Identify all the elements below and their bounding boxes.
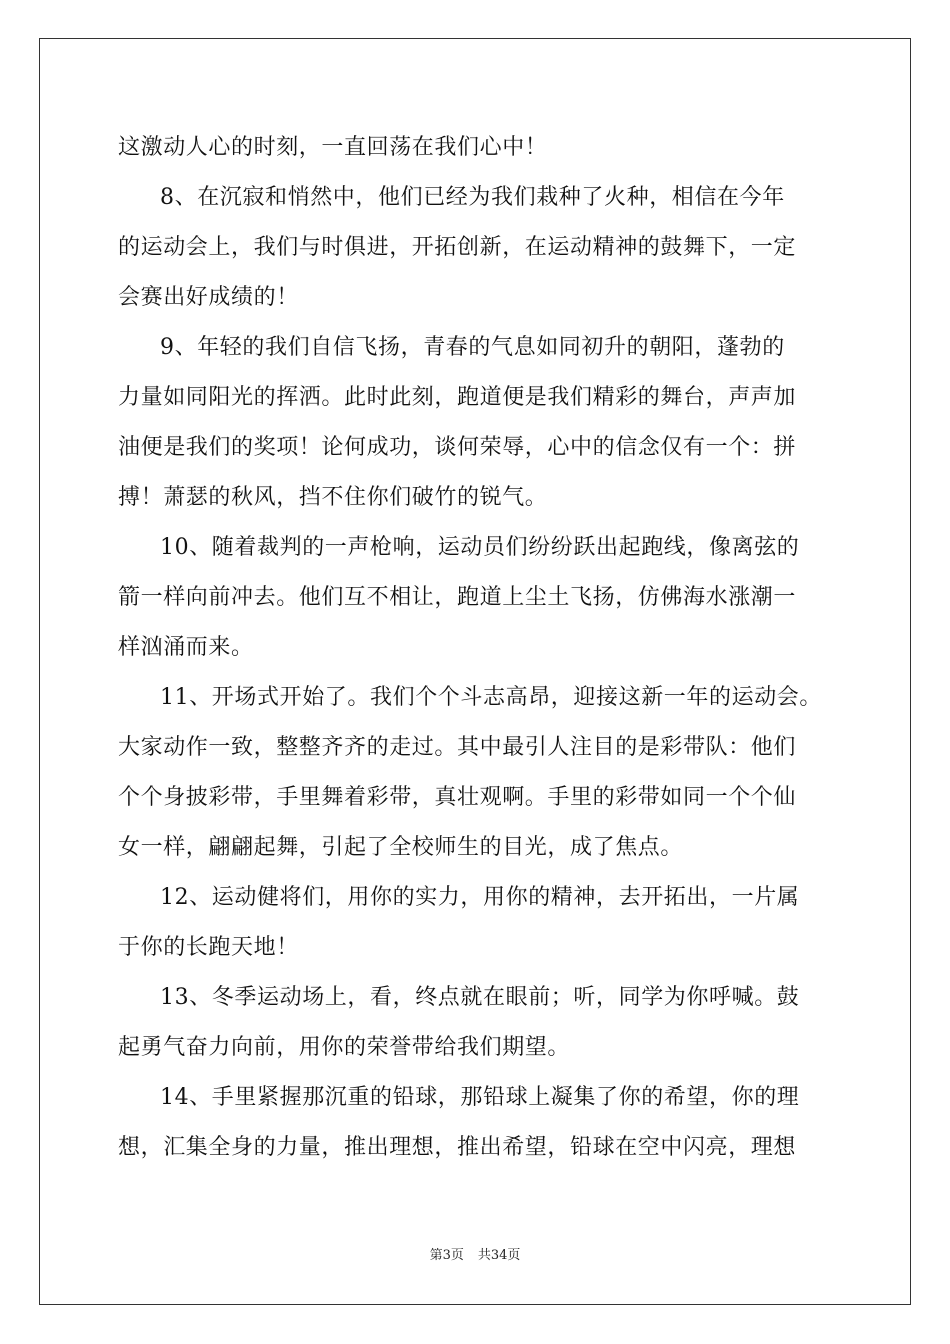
text-line: 12、运动健将们，用你的实力，用你的精神，去开拓出，一片属 — [160, 885, 800, 910]
text-line: 11、开场式开始了。我们个个斗志高昂，迎接这新一年的运动会。 — [160, 685, 822, 710]
page-total: 共34页 — [477, 1248, 521, 1263]
text-line: 力量如同阳光的挥洒。此时此刻，跑道便是我们精彩的舞台，声声加 — [118, 385, 797, 410]
text-line: 这激动人心的时刻，一直回荡在我们心中！ — [118, 135, 548, 160]
text-line: 个个身披彩带，手里舞着彩带，真壮观啊。手里的彩带如同一个个仙 — [118, 785, 797, 810]
page-border — [39, 38, 911, 1305]
text-line: 起勇气奋力向前，用你的荣誉带给我们期望。 — [118, 1035, 571, 1060]
text-line: 油便是我们的奖项！论何成功，谈何荣辱，心中的信念仅有一个：拼 — [118, 435, 797, 460]
text-line: 女一样，翩翩起舞，引起了全校师生的目光，成了焦点。 — [118, 835, 684, 860]
text-line: 想，汇集全身的力量，推出理想，推出希望，铅球在空中闪亮，理想 — [118, 1135, 797, 1160]
text-line: 样汹涌而来。 — [118, 635, 254, 660]
text-line: 于你的长跑天地！ — [118, 935, 299, 960]
text-line: 14、手里紧握那沉重的铅球，那铅球上凝集了你的希望，你的理 — [160, 1085, 800, 1110]
text-line: 会赛出好成绩的！ — [118, 285, 299, 310]
text-line: 大家动作一致，整整齐齐的走过。其中最引人注目的是彩带队：他们 — [118, 735, 797, 760]
text-line: 13、冬季运动场上，看，终点就在眼前；听，同学为你呼喊。鼓 — [160, 985, 800, 1010]
text-line: 10、随着裁判的一声枪响，运动员们纷纷跃出起跑线，像离弦的 — [160, 535, 800, 560]
page-footer — [0, 1244, 950, 1263]
text-line: 9、年轻的我们自信飞扬，青春的气息如同初升的朝阳，蓬勃的 — [160, 335, 785, 360]
text-line: 8、在沉寂和悄然中，他们已经为我们栽种了火种，相信在今年 — [160, 185, 785, 210]
text-line: 箭一样向前冲去。他们互不相让，跑道上尘土飞扬，仿佛海水涨潮一 — [118, 585, 797, 610]
page-number: 第3页 — [429, 1248, 464, 1263]
text-line: 的运动会上，我们与时俱进，开拓创新，在运动精神的鼓舞下，一定 — [118, 235, 797, 260]
text-line: 搏！萧瑟的秋风，挡不住你们破竹的锐气。 — [118, 485, 548, 510]
